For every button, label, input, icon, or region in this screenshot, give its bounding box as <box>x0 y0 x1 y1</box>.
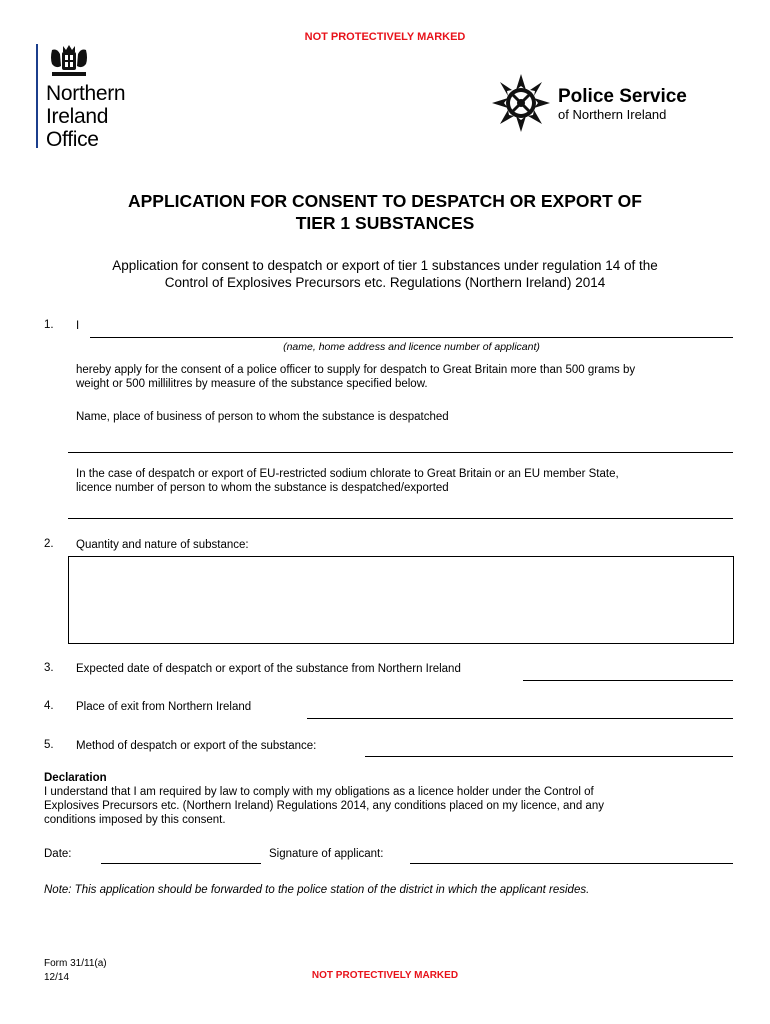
date-field[interactable] <box>101 863 261 864</box>
protective-marking-header: NOT PROTECTIVELY MARKED <box>304 31 466 43</box>
nio-logo-line: Ireland <box>46 105 109 128</box>
date-label: Date: <box>44 848 72 860</box>
place-of-exit-field[interactable] <box>307 718 733 719</box>
recipient-label: Name, place of business of person to whom the substance is despatched <box>76 411 449 423</box>
eu-licence-label-line1: In the case of despatch or export of EU-restricted sodium chlorate to Great Britain or an EU member State, <box>76 468 619 480</box>
eu-licence-label-line2: licence number of person to whom the substance is despatched/exported <box>76 482 449 494</box>
quantity-box[interactable] <box>68 556 734 644</box>
item-number: 5. <box>44 739 54 751</box>
eu-licence-field[interactable] <box>68 518 733 519</box>
form-revision: 12/14 <box>44 972 70 983</box>
signature-label: Signature of applicant: <box>269 848 384 860</box>
applicant-details-field[interactable] <box>90 337 733 338</box>
despatch-date-label: Expected date of despatch or export of the substance from Northern Ireland <box>76 663 461 675</box>
item-number: 4. <box>44 700 54 712</box>
despatch-method-field[interactable] <box>365 756 733 757</box>
form-subtitle-line2: Control of Explosives Precursors etc. Regulations (Northern Ireland) 2014 <box>164 275 606 290</box>
despatch-date-field[interactable] <box>523 680 733 681</box>
form-title-line2: TIER 1 SUBSTANCES <box>295 213 475 233</box>
declaration-line1: I understand that I am required by law to comply with my obligations as a licence holder under the Control of <box>44 786 594 798</box>
declaration-line2: Explosives Precursors etc. (Northern Ireland) Regulations 2014, any conditions placed on my licence, and any <box>44 800 604 812</box>
signature-field[interactable] <box>410 863 733 864</box>
item-number: 3. <box>44 662 54 674</box>
form-code: Form 31/11(a) <box>44 958 107 969</box>
form-subtitle-line1: Application for consent to despatch or export of tier 1 substances under regulation 14 of the <box>112 258 658 273</box>
applicant-prefix: I <box>76 320 80 332</box>
forwarding-note: Note: This application should be forwarded to the police station of the district in which the applicant resides. <box>44 884 590 896</box>
quantity-label: Quantity and nature of substance: <box>76 539 249 551</box>
declaration-heading: Declaration <box>44 772 107 784</box>
nio-logo-line: Northern <box>46 82 126 105</box>
form-title-line1: APPLICATION FOR CONSENT TO DESPATCH OR EXPORT OF <box>127 191 642 211</box>
despatch-method-label: Method of despatch or export of the substance: <box>76 740 317 752</box>
nio-logo <box>36 42 156 150</box>
item-number: 2. <box>44 538 54 550</box>
applicant-details-hint: (name, home address and licence number of applicant) <box>283 341 540 353</box>
item-number: 1. <box>44 319 54 331</box>
recipient-field[interactable] <box>68 452 733 453</box>
application-statement-line2: weight or 500 millilitres by measure of the substance specified below. <box>76 378 428 390</box>
nio-logo-line: Office <box>46 128 99 151</box>
place-of-exit-label: Place of exit from Northern Ireland <box>76 701 252 713</box>
application-statement-line1: hereby apply for the consent of a police officer to supply for despatch to Great Britain more than 500 grams by <box>76 364 636 376</box>
nio-logo-rule <box>36 44 38 148</box>
royal-crest-icon <box>48 42 90 78</box>
psni-name: Police Service <box>558 86 687 107</box>
protective-marking-footer: NOT PROTECTIVELY MARKED <box>311 970 459 981</box>
psni-logo <box>490 72 710 136</box>
psni-subname: of Northern Ireland <box>558 107 667 122</box>
police-star-badge-icon <box>490 72 552 134</box>
declaration-line3: conditions imposed by this consent. <box>44 814 226 826</box>
